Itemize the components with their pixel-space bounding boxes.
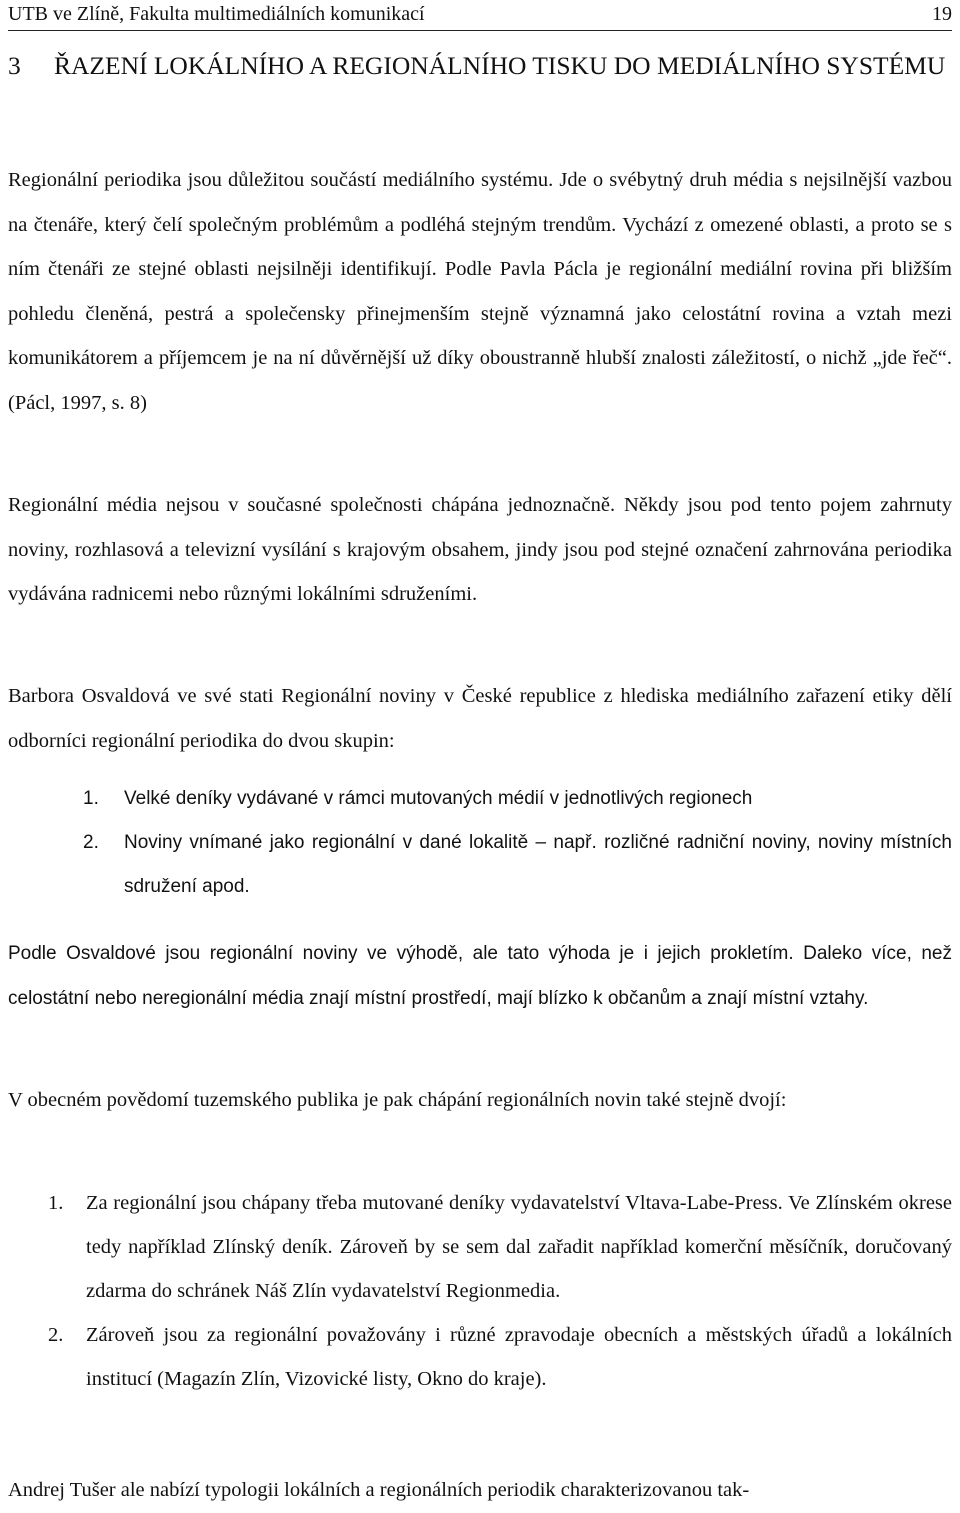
list-item-number: 2. <box>48 1324 64 1346</box>
page-header <box>8 0 952 31</box>
list-item-text: Zároveň jsou za regionální považovány i různé zpravodaje obecních a městských úřadů a lokálních institucí (Magazín Zlín, Vizovické listy, Okno do kraje). <box>86 1324 952 1390</box>
chapter-title: ŘAZENÍ LOKÁLNÍHO A REGIONÁLNÍHO TISKU DO MEDIÁLNÍHO SYSTÉMU <box>54 51 946 80</box>
chapter-number: 3 <box>8 51 21 80</box>
paragraph-6: Andrej Tušer ale nabízí typologii lokálních a regionálních periodik charakterizovanou tak- <box>8 1479 750 1501</box>
list-item <box>48 1181 952 1313</box>
paragraph-2: Regionální média nejsou v současné společnosti chápána jednoznačně. Někdy jsou pod tento pojem zahrnuty noviny, rozhlasová a televizní vysílání s krajovým obsahem, jindy jsou pod stejné označení zahrnována periodika vydávána radnicemi nebo různými lokálními sdruženími. <box>8 494 952 606</box>
list-groups-osvaldova <box>83 777 952 909</box>
paragraph-4: Podle Osvaldové jsou regionální noviny ve výhodě, ale tato výhoda je i jejich prokletím. Daleko více, než celostátní nebo neregionální média znají místní prostředí, mají blízko k občanům a znají místní vztahy. <box>8 943 952 1009</box>
paragraph-3: Barbora Osvaldová ve své stati Regionální noviny v České republice z hlediska mediálního zařazení etiky dělí odborníci regionální periodika do dvou skupin: <box>8 685 952 752</box>
page-number: 19 <box>932 3 952 25</box>
chapter-heading <box>8 46 952 86</box>
list-item <box>83 777 952 821</box>
list-item <box>83 821 952 909</box>
list-item-text: Noviny vnímané jako regionální v dané lokalitě – např. rozličné radniční noviny, noviny místních sdružení apod. <box>124 832 952 897</box>
list-item-text: Za regionální jsou chápany třeba mutované deníky vydavatelství Vltava-Labe-Press. Ve Zlínském okrese tedy například Zlínský deník. Zároveň by se sem dal zařadit například komerční měsíčník, doručovaný zdarma do schránek Náš Zlín vydavatelství Regionmedia. <box>86 1192 952 1302</box>
list-item <box>48 1313 952 1401</box>
header-title: UTB ve Zlíně, Fakulta multimediálních komunikací <box>8 3 425 25</box>
list-item-number: 1. <box>83 788 99 809</box>
list-public-perception <box>48 1181 952 1401</box>
list-item-text: Velké deníky vydávané v rámci mutovaných médií v jednotlivých regionech <box>124 788 753 809</box>
paragraph-5: V obecném povědomí tuzemského publika je pak chápání regionálních novin také stejně dvojí: <box>8 1089 787 1111</box>
list-item-number: 2. <box>83 832 99 853</box>
paragraph-1: Regionální periodika jsou důležitou součástí mediálního systému. Jde o svébytný druh média s nejsilnější vazbou na čtenáře, který čelí společným problémům a podléhá stejným trendům. Vychází z omezené oblasti, a proto se s ním čtenáři ze stejné oblasti nejsilněji identifikují. Podle Pavla Pácla je regionální mediální rovina při bližším pohledu členěná, pestrá a společensky přinejmenším stejně významná jako celostátní rovina a vztah mezi komunikátorem a příjemcem je na ní důvěrnější už díky oboustranně hlubší znalosti záležitostí, o nichž „jde řeč“. (Pácl, 1997, s. 8) <box>8 169 952 414</box>
list-item-number: 1. <box>48 1192 64 1214</box>
